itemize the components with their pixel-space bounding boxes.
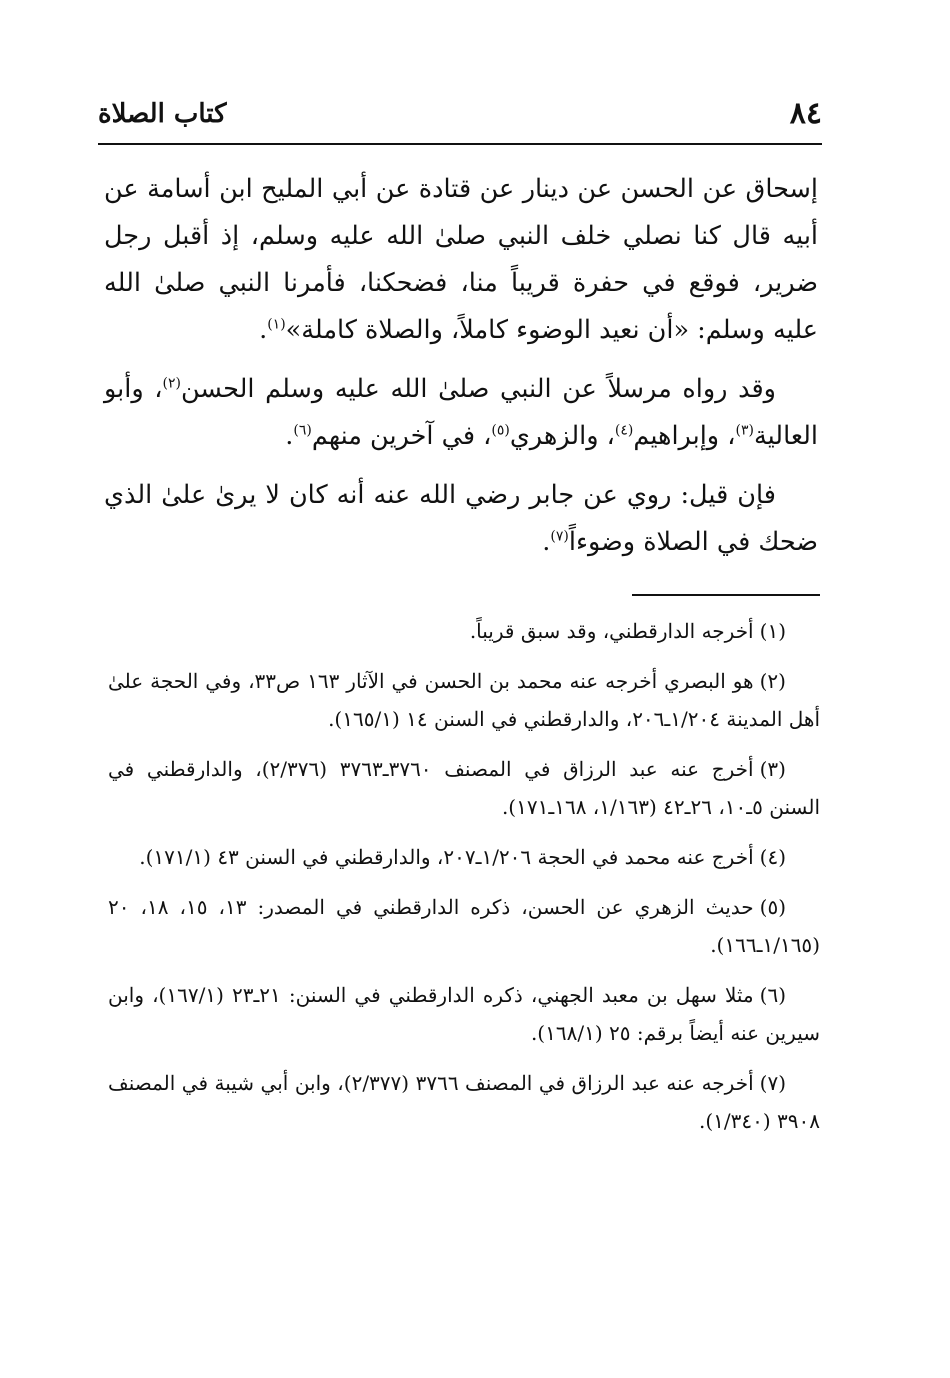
footnotes [108, 612, 820, 1152]
paragraph-3-end: . [542, 527, 551, 557]
footnote-number: (٦) [759, 983, 786, 1007]
paragraph-2-part-e: ، في آخرين منهم [311, 421, 492, 451]
footnote-text: حديث الزهري عن الحسن، ذكره الدارقطني في المصدر: ١٣، ١٥، ١٨، ٢٠ (١/١٦٥ـ١٦٦). [108, 895, 820, 957]
footnote-6 [108, 976, 820, 1052]
footnote-text: هو البصري أخرجه عنه محمد بن الحسن في الآثار ١٦٣ ص٣٣، وفي الحجة علىٰ أهل المدينة ١/٢٠٤ـ٢٠٦، والدارقطني في السنن ١٤ (١٦٥/١). [108, 669, 820, 731]
main-text [104, 166, 818, 578]
footnote-text: أخرجه الدارقطني، وقد سبق قريباً. [469, 619, 754, 643]
footnote-text: أخرج عنه عبد الرزاق في المصنف ٣٧٦٠ـ٣٧٦٣ (٢/٣٧٦)، والدارقطني في السنن ٥ـ١٠، ٢٦ـ٤٢ (١/١٦٣، ١٦٨ـ١٧١). [108, 757, 820, 819]
footnote-ref-4: (٤) [614, 422, 634, 439]
footnote-number: (٣) [759, 757, 786, 781]
footnote-number: (٧) [759, 1071, 786, 1095]
footnote-7 [108, 1064, 820, 1140]
footnote-number: (٥) [759, 895, 787, 919]
footnote-ref-2: (٢) [162, 375, 181, 392]
footnote-2 [108, 662, 820, 738]
paragraph-2 [104, 366, 818, 460]
paragraph-2-part-b: ، وأبو العالية [104, 374, 818, 451]
footnote-text: مثلا سهل بن معبد الجهني، ذكره الدارقطني في السنن: ٢١ـ٢٣ (١٦٧/١)، وابن سيرين عنه أيضاً برقم: ٢٥ (١٦٨/١). [108, 983, 820, 1045]
paragraph-2-part-a: وقد رواه مرسلاً عن النبي صلىٰ الله عليه وسلم الحسن [181, 374, 776, 404]
paragraph-2-end: . [285, 421, 294, 451]
footnote-4 [108, 838, 820, 876]
footnote-5 [108, 888, 820, 964]
page-number: ٨٤ [789, 96, 822, 131]
paragraph-2-part-d: ، والزهري [509, 421, 615, 451]
running-title: كتاب الصلاة [98, 99, 227, 129]
paragraph-3 [104, 472, 818, 566]
footnote-text: أخرجه عنه عبد الرزاق في المصنف ٣٧٦٦ (٢/٣٧٧)، وابن أبي شيبة في المصنف ٣٩٠٨ (١/٣٤٠). [108, 1071, 820, 1133]
paragraph-1 [104, 166, 818, 354]
page-header [98, 92, 822, 140]
header-divider [98, 143, 822, 145]
paragraph-1-text: إسحاق عن الحسن عن دينار عن قتادة عن أبي المليح ابن أسامة عن أبيه قال كنا نصلي خلف النبي صلىٰ الله عليه وسلم، إذ أقبل رجل ضرير، فوقع في حفرة قريباً منا، فضحكنا، فأمرنا النبي صلىٰ الله عليه وسلم: «أن نعيد الوضوء كاملاً، والصلاة كاملة» [104, 174, 818, 345]
footnote-number: (٢) [759, 669, 786, 693]
footnote-ref-3: (٣) [735, 422, 754, 439]
paragraph-1-end: . [259, 315, 268, 345]
footnote-divider [632, 594, 820, 596]
footnote-3 [108, 750, 820, 826]
paragraph-3-text: فإن قيل: روي عن جابر رضي الله عنه أنه كان لا يرىٰ علىٰ الذي ضحك في الصلاة وضوءاً [104, 480, 818, 557]
footnote-text: أخرج عنه محمد في الحجة ١/٢٠٦ـ٢٠٧، والدارقطني في السنن ٤٣ (١٧١/١). [139, 845, 754, 869]
footnote-number: (٤) [759, 845, 786, 869]
footnote-1 [108, 612, 820, 650]
footnote-number: (١) [759, 619, 786, 643]
footnote-ref-7: (٧) [550, 528, 569, 545]
footnote-ref-1: (١) [267, 316, 286, 333]
paragraph-2-part-c: ، وإبراهيم [633, 421, 736, 451]
footnote-ref-6: (٦) [293, 422, 312, 439]
footnote-ref-5: (٥) [491, 422, 510, 439]
